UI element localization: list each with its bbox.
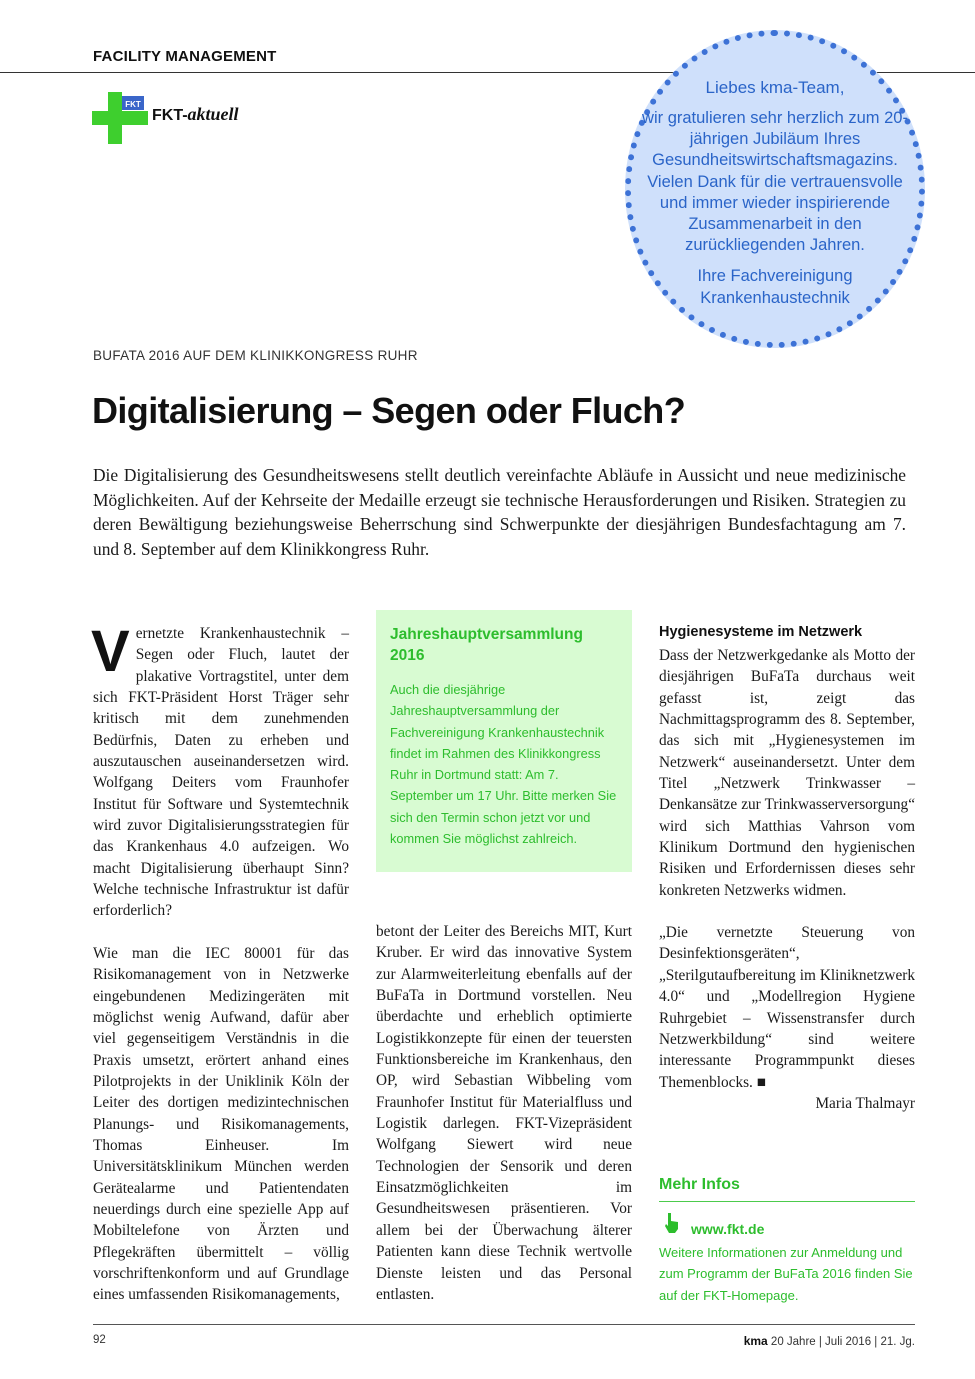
stamp-signature-line2: Krankenhaustechnik	[700, 288, 850, 307]
column-3-subhead: Hygienesysteme im Netzwerk	[659, 624, 863, 640]
article-column-2	[376, 921, 632, 1305]
article-column-3	[659, 645, 915, 1114]
logo-text-script: aktuell	[187, 104, 239, 124]
more-info-link[interactable]: www.fkt.de	[691, 1221, 765, 1237]
fkt-cross-logo	[92, 92, 148, 144]
more-info-text: Weitere Informationen zur Anmeldung und zum Programm der BuFaTa 2016 finden Sie auf der FKT-Homepage.	[659, 1245, 913, 1303]
footer-publication-info	[690, 1334, 915, 1348]
logo-badge-text: FKT	[125, 100, 141, 109]
article-kicker: BUFATA 2016 AUF DEM KLINIKKONGRESS RUHR	[93, 348, 418, 363]
stamp-signature	[631, 266, 919, 309]
article-lead: Die Digitalisierung des Gesundheitswesens stellt deutlich vereinfachte Abläufe in Aussicht und neue medizinische Möglichkeiten. Auf der Kehrseite der Medaille erzeugt sie technische Herausforderungen und Risiken. Strategien zu deren Bewältigung beziehungsweise Beherrschung sind Schwerpunkte der diesjährigen Bundesfachtagung am 7. und 8. September auf dem Klinikkongress Ruhr.	[93, 465, 906, 559]
column-3-paragraph-1: Dass der Netzwerkgedanke als Motto der diesjährigen BuFaTa durchaus weit gefasst ist, zeigt das Nachmittagsprogramm des 8. September, das sich mit „Hygienesystemen im Netzwerk“ auseinandersetzt. Unter dem Titel „Netzwerk Trinkwasser – Denkansätze zur Trinkwasserversorgung“ wird sich Matthias Vahrson vom Klinikum Dortmund den hygienischen Risiken und Erfordernissen dieses sehr konkreten Netzwerks widmen.	[659, 647, 915, 899]
page-number: 92	[93, 1334, 106, 1346]
footer-brand: kma	[743, 1334, 768, 1348]
info-box	[376, 610, 632, 872]
logo-text	[152, 104, 239, 125]
stamp-greeting: Liebes kma-Team,	[705, 78, 845, 97]
drop-cap: V	[91, 619, 130, 684]
more-info-title: Mehr Infos	[659, 1176, 740, 1193]
footer-rule	[93, 1324, 915, 1325]
section-label: FACILITY MANAGEMENT	[93, 48, 277, 65]
article-column-1	[91, 619, 349, 1306]
hand-pointer-icon	[663, 1212, 681, 1234]
info-box-text: Auch die diesjährige Jahreshauptversammlung der Fachvereinigung Krankenhaustechnik findet im Rahmen des Klinikkongress Ruhr in Dortmund statt: Am 7. September um 17 Uhr. Bitte merken Sie sich den Termin schon jetzt vor und kommen Sie möglichst zahlreich.	[390, 682, 617, 847]
stamp-body: wir gratulieren sehr herzlich zum 20-jährigen Jubiläum Ihres Gesundheitswirtschaftsmagazins. Vielen Dank für die vertrauensvolle und immer wieder inspirierende Zusammenarbeit in den zurückliegenden Jahren.	[642, 109, 908, 255]
article-author: Maria Thalmayr	[815, 1094, 915, 1112]
column-1-paragraph-1-text: ernetzte Krankenhaustechnik – Segen oder Fluch, lautet der plakative Vortragstitel, unter dem sich FKT-Präsident Horst Träger sehr kritisch mit dem zunehmenden Bedürfnis, Daten zu erheben und auszutauschen auseinandersetzen wird. Wolfgang Deiters vom Fraunhofer Institut für Software und Systemtechnik wird zuvor Digitalisierungsstrategien für das Krankenhaus 4.0 aufzeigen. Wo macht Digitalisierung überhaupt Sinn? Welche technische Infrastruktur ist dafür erforderlich?	[93, 625, 349, 920]
column-2-paragraph-1: betont der Leiter des Bereichs MIT, Kurt Kruber. Er wird das innovative System zur Alarmweiterleitung ebenfalls auf der BuFaTa in Dortmund vorstellen. Neu überdachte und erheblich optimierte Logistikkonzepte für einen der teuersten Funktionsbereiche im Krankenhaus, den OP, wird Sebastian Wibbeling vom Fraunhofer Institut für Materialfluss und Logistik darlegen. FKT-Vizepräsident Wolfgang Siewert wird neue Technologien der Sensorik und deren Einsatzmöglichkeiten im Gesundheitswesen präsentieren. Vor allem bei der Überwachung älterer Patienten kann diese Technik wertvolle Dienste leisten und das Personal entlasten.	[376, 923, 632, 1303]
column-3-paragraph-2: „Die vernetzte Steuerung von Desinfektionsgeräten“, „Sterilgutaufbereitung im Kliniknetzwerk 4.0“ und „Modellregion Hygiene Ruhrgebiet – Wissenstransfer durch Netzwerkbildung“ sind weitere interessante Programmpunkt dieses Themenblocks. ■	[659, 924, 915, 1091]
more-info-rule	[659, 1201, 915, 1202]
congratulation-stamp	[625, 30, 925, 348]
column-1-paragraph-2: Wie man die IEC 80001 für das Risikomanagement von in Netzwerke eingebundenen Medizingeräten mit möglichst wenig Aufwand, dafür aber viel gegenseitigem Verständnis in die Praxis umsetzt, erörtert anhand eines Pilotprojekts in der Uniklinik Köln der Leiter des dortigen medizintechnischen Planungs- und Risikomanagements, Thomas Einheuser. Im Universitätsklinikum München werden Gerätealarme und Patientendaten neuerdings durch eine spezielle App auf Mobiltelefone von Ärzten und Pflegekräften übermittelt – völlig vorschriftenkonform und auf Grundlage eines umfassenden Risikomanagements,	[93, 944, 349, 1304]
info-box-title: Jahreshauptversammlung 2016	[390, 626, 583, 664]
logo-text-prefix: FKT-	[152, 107, 188, 124]
article-title: Digitalisierung – Segen oder Fluch?	[92, 390, 686, 431]
footer-info: 20 Jahre | Juli 2016 | 21. Jg.	[767, 1336, 915, 1348]
column-1-paragraph-1	[91, 619, 349, 922]
stamp-signature-line1: Ihre Fachvereinigung	[697, 267, 853, 285]
